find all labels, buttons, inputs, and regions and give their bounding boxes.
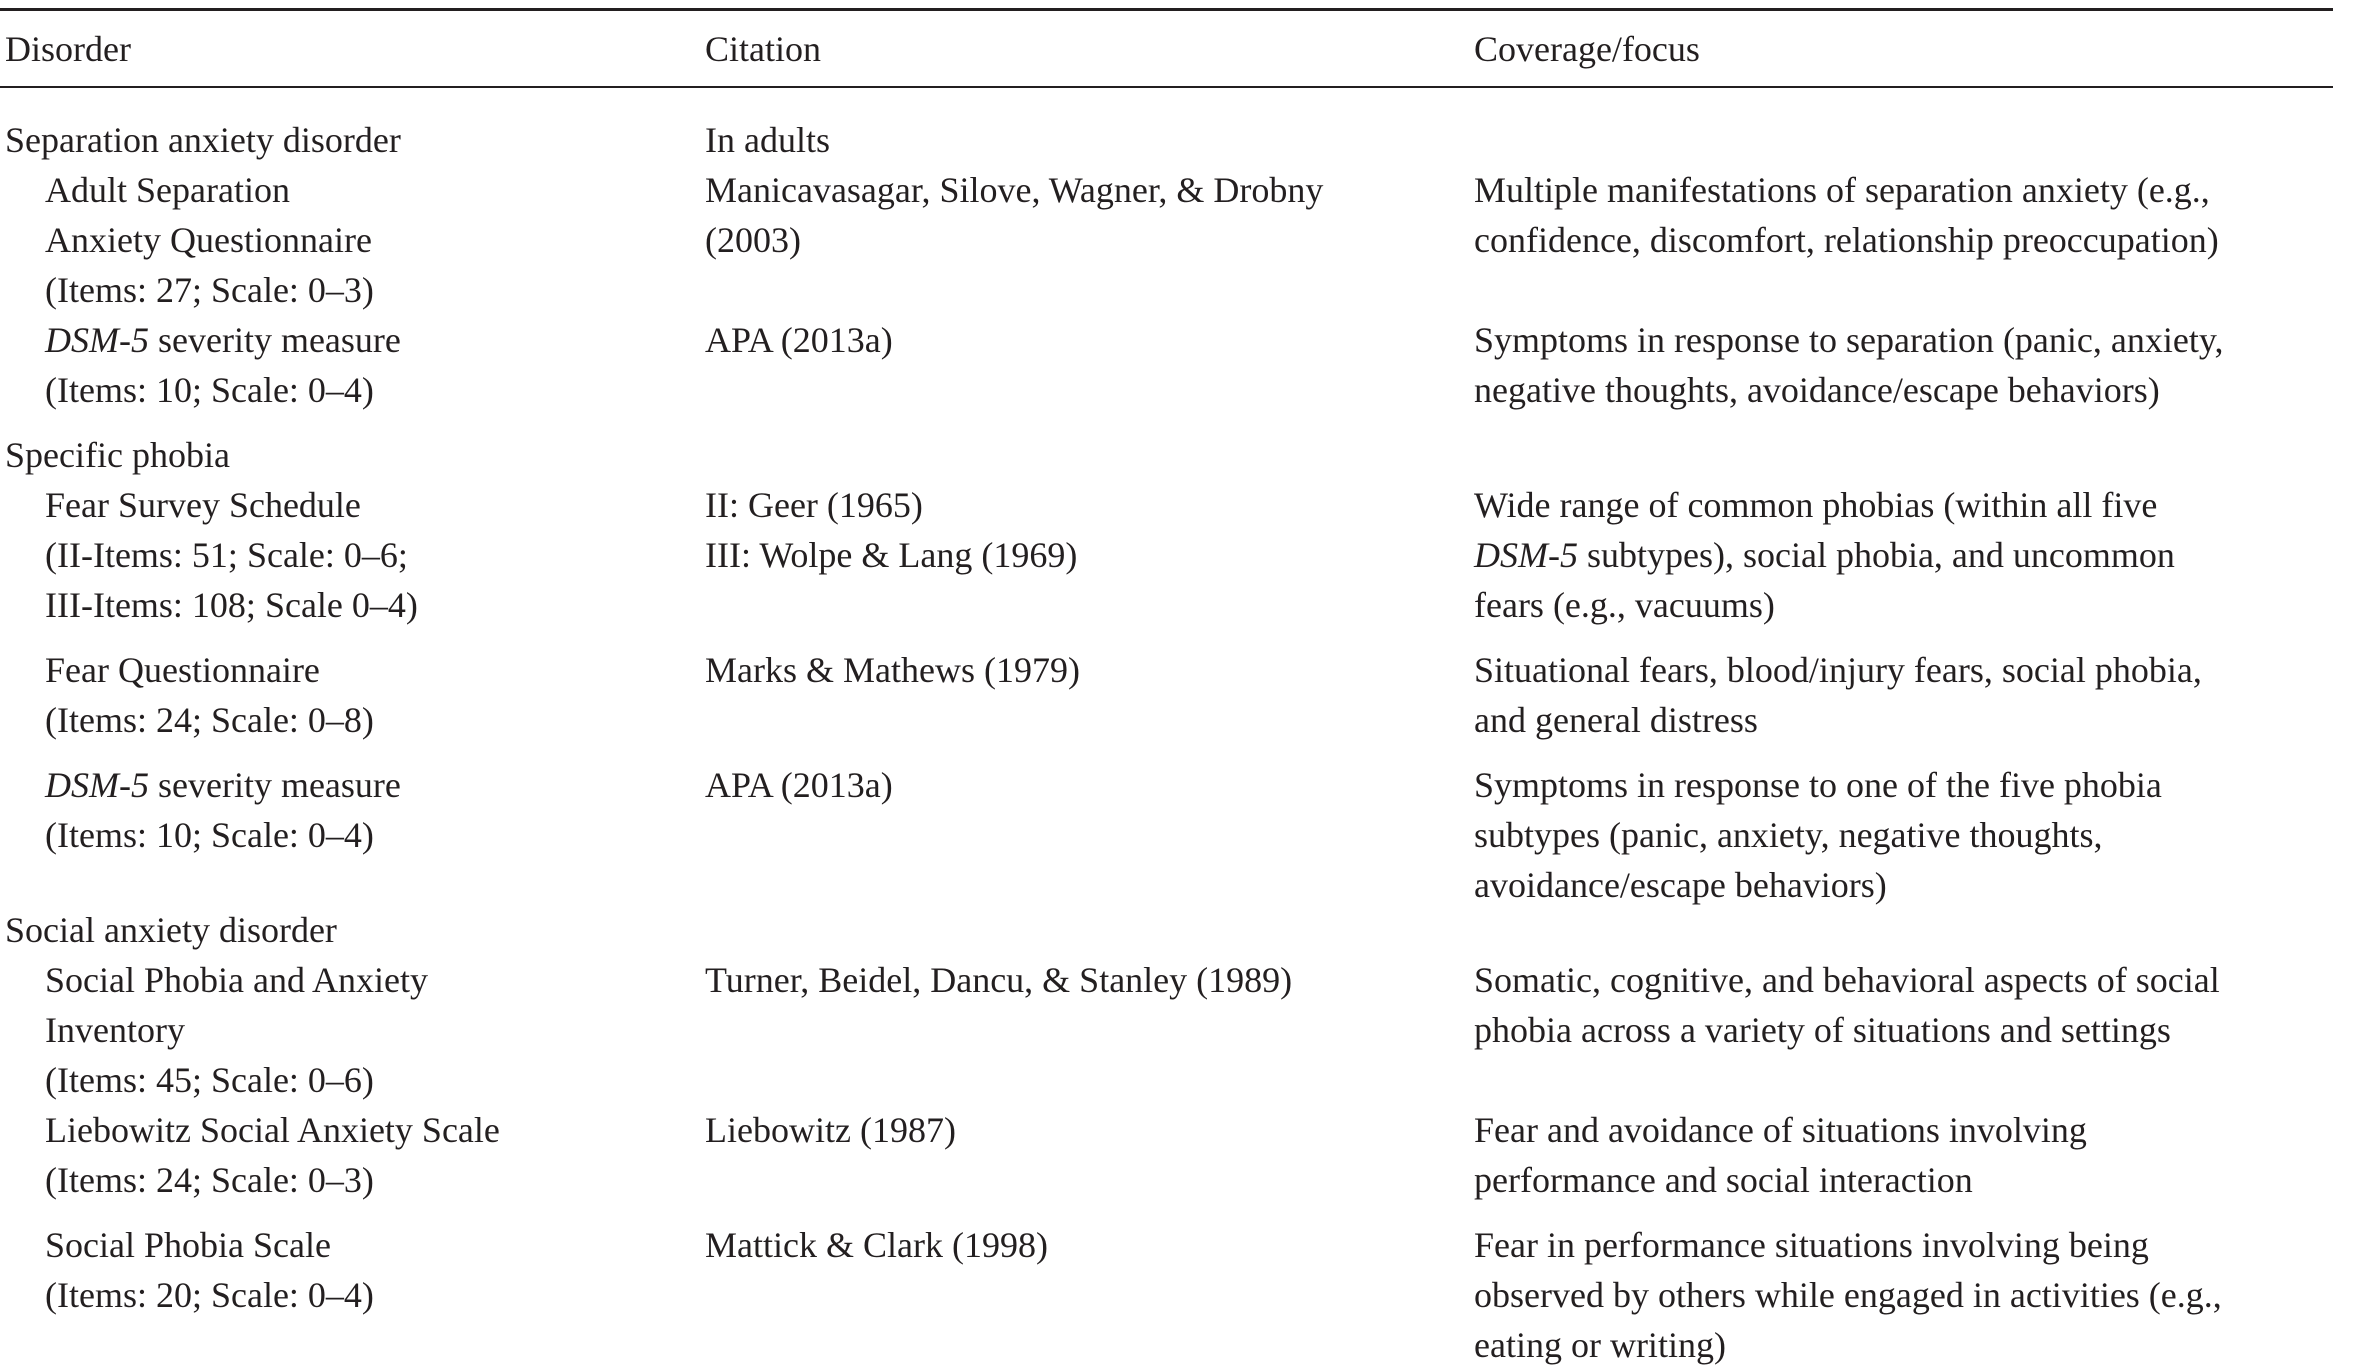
measure-name: Social Phobia Scale (45, 1225, 331, 1265)
citation-note: In adults (705, 120, 830, 160)
measure-items: (Items: 20; Scale: 0–4) (45, 1275, 374, 1315)
measure-name-italic: DSM-5 (45, 765, 149, 805)
coverage-text: Fear in performance situations involving being (1474, 1225, 2149, 1265)
measure-name-rest: severity measure (148, 320, 401, 360)
citation: APA (2013a) (705, 320, 893, 360)
measure-items: (Items: 24; Scale: 0–3) (45, 1160, 374, 1200)
measure-name: Adult Separation (45, 170, 290, 210)
measure-name: Fear Survey Schedule (45, 485, 361, 525)
measure-items: (Items: 45; Scale: 0–6) (45, 1060, 374, 1100)
measure-name: Inventory (45, 1010, 185, 1050)
header-citation: Citation (705, 29, 821, 69)
coverage-text: Wide range of common phobias (within all five (1474, 485, 2158, 525)
citation: II: Geer (1965) (705, 485, 923, 525)
coverage-text: negative thoughts, avoidance/escape behaviors) (1474, 370, 2160, 410)
group-heading: Separation anxiety disorder (5, 120, 401, 160)
measure-name (45, 760, 401, 810)
measure-name (45, 315, 401, 365)
citation: APA (2013a) (705, 765, 893, 805)
coverage-text: performance and social interaction (1474, 1160, 1973, 1200)
measure-name-rest: severity measure (148, 765, 401, 805)
measure-name: Liebowitz Social Anxiety Scale (45, 1110, 500, 1150)
measure-items: (Items: 10; Scale: 0–4) (45, 815, 374, 855)
citation: Liebowitz (1987) (705, 1110, 956, 1150)
group-heading: Specific phobia (5, 435, 230, 475)
citation: Mattick & Clark (1998) (705, 1225, 1048, 1265)
citation: Turner, Beidel, Dancu, & Stanley (1989) (705, 960, 1293, 1000)
measure-name: Fear Questionnaire (45, 650, 320, 690)
table-top-rule (0, 8, 2333, 11)
citation: III: Wolpe & Lang (1969) (705, 535, 1078, 575)
coverage-italic: DSM-5 (1474, 535, 1578, 575)
coverage-text (1474, 530, 2175, 580)
coverage-text: fears (e.g., vacuums) (1474, 585, 1775, 625)
coverage-text: Symptoms in response to one of the five phobia (1474, 765, 2162, 805)
table-header-rule (0, 86, 2333, 88)
header-coverage: Coverage/focus (1474, 29, 1700, 69)
coverage-rest: subtypes), social phobia, and uncommon (1586, 535, 2175, 575)
citation: Marks & Mathews (1979) (705, 650, 1080, 690)
measure-items: (II-Items: 51; Scale: 0–6; (45, 535, 408, 575)
coverage-text: Fear and avoidance of situations involving (1474, 1110, 2087, 1150)
header-disorder: Disorder (5, 29, 131, 69)
coverage-text: Symptoms in response to separation (panic, anxiety, (1474, 320, 2224, 360)
coverage-text: phobia across a variety of situations and settings (1474, 1010, 2171, 1050)
coverage-text: eating or writing) (1474, 1325, 1726, 1365)
measure-items: (Items: 10; Scale: 0–4) (45, 370, 374, 410)
coverage-text: subtypes (panic, anxiety, negative thoughts, (1474, 815, 2103, 855)
coverage-text: Multiple manifestations of separation anxiety (e.g., (1474, 170, 2210, 210)
measure-items: (Items: 24; Scale: 0–8) (45, 700, 374, 740)
measure-items: (Items: 27; Scale: 0–3) (45, 270, 374, 310)
coverage-text: avoidance/escape behaviors) (1474, 865, 1887, 905)
measure-name: Anxiety Questionnaire (45, 220, 372, 260)
measure-name: Social Phobia and Anxiety (45, 960, 428, 1000)
coverage-text: and general distress (1474, 700, 1758, 740)
group-heading: Social anxiety disorder (5, 910, 337, 950)
coverage-text: confidence, discomfort, relationship preoccupation) (1474, 220, 2219, 260)
citation: (2003) (705, 220, 801, 260)
coverage-text: observed by others while engaged in activities (e.g., (1474, 1275, 2222, 1315)
citation: Manicavasagar, Silove, Wagner, & Drobny (705, 170, 1324, 210)
coverage-text: Situational fears, blood/injury fears, social phobia, (1474, 650, 2202, 690)
measure-items: III-Items: 108; Scale 0–4) (45, 585, 418, 625)
coverage-text: Somatic, cognitive, and behavioral aspects of social (1474, 960, 2220, 1000)
measure-name-italic: DSM-5 (45, 320, 149, 360)
